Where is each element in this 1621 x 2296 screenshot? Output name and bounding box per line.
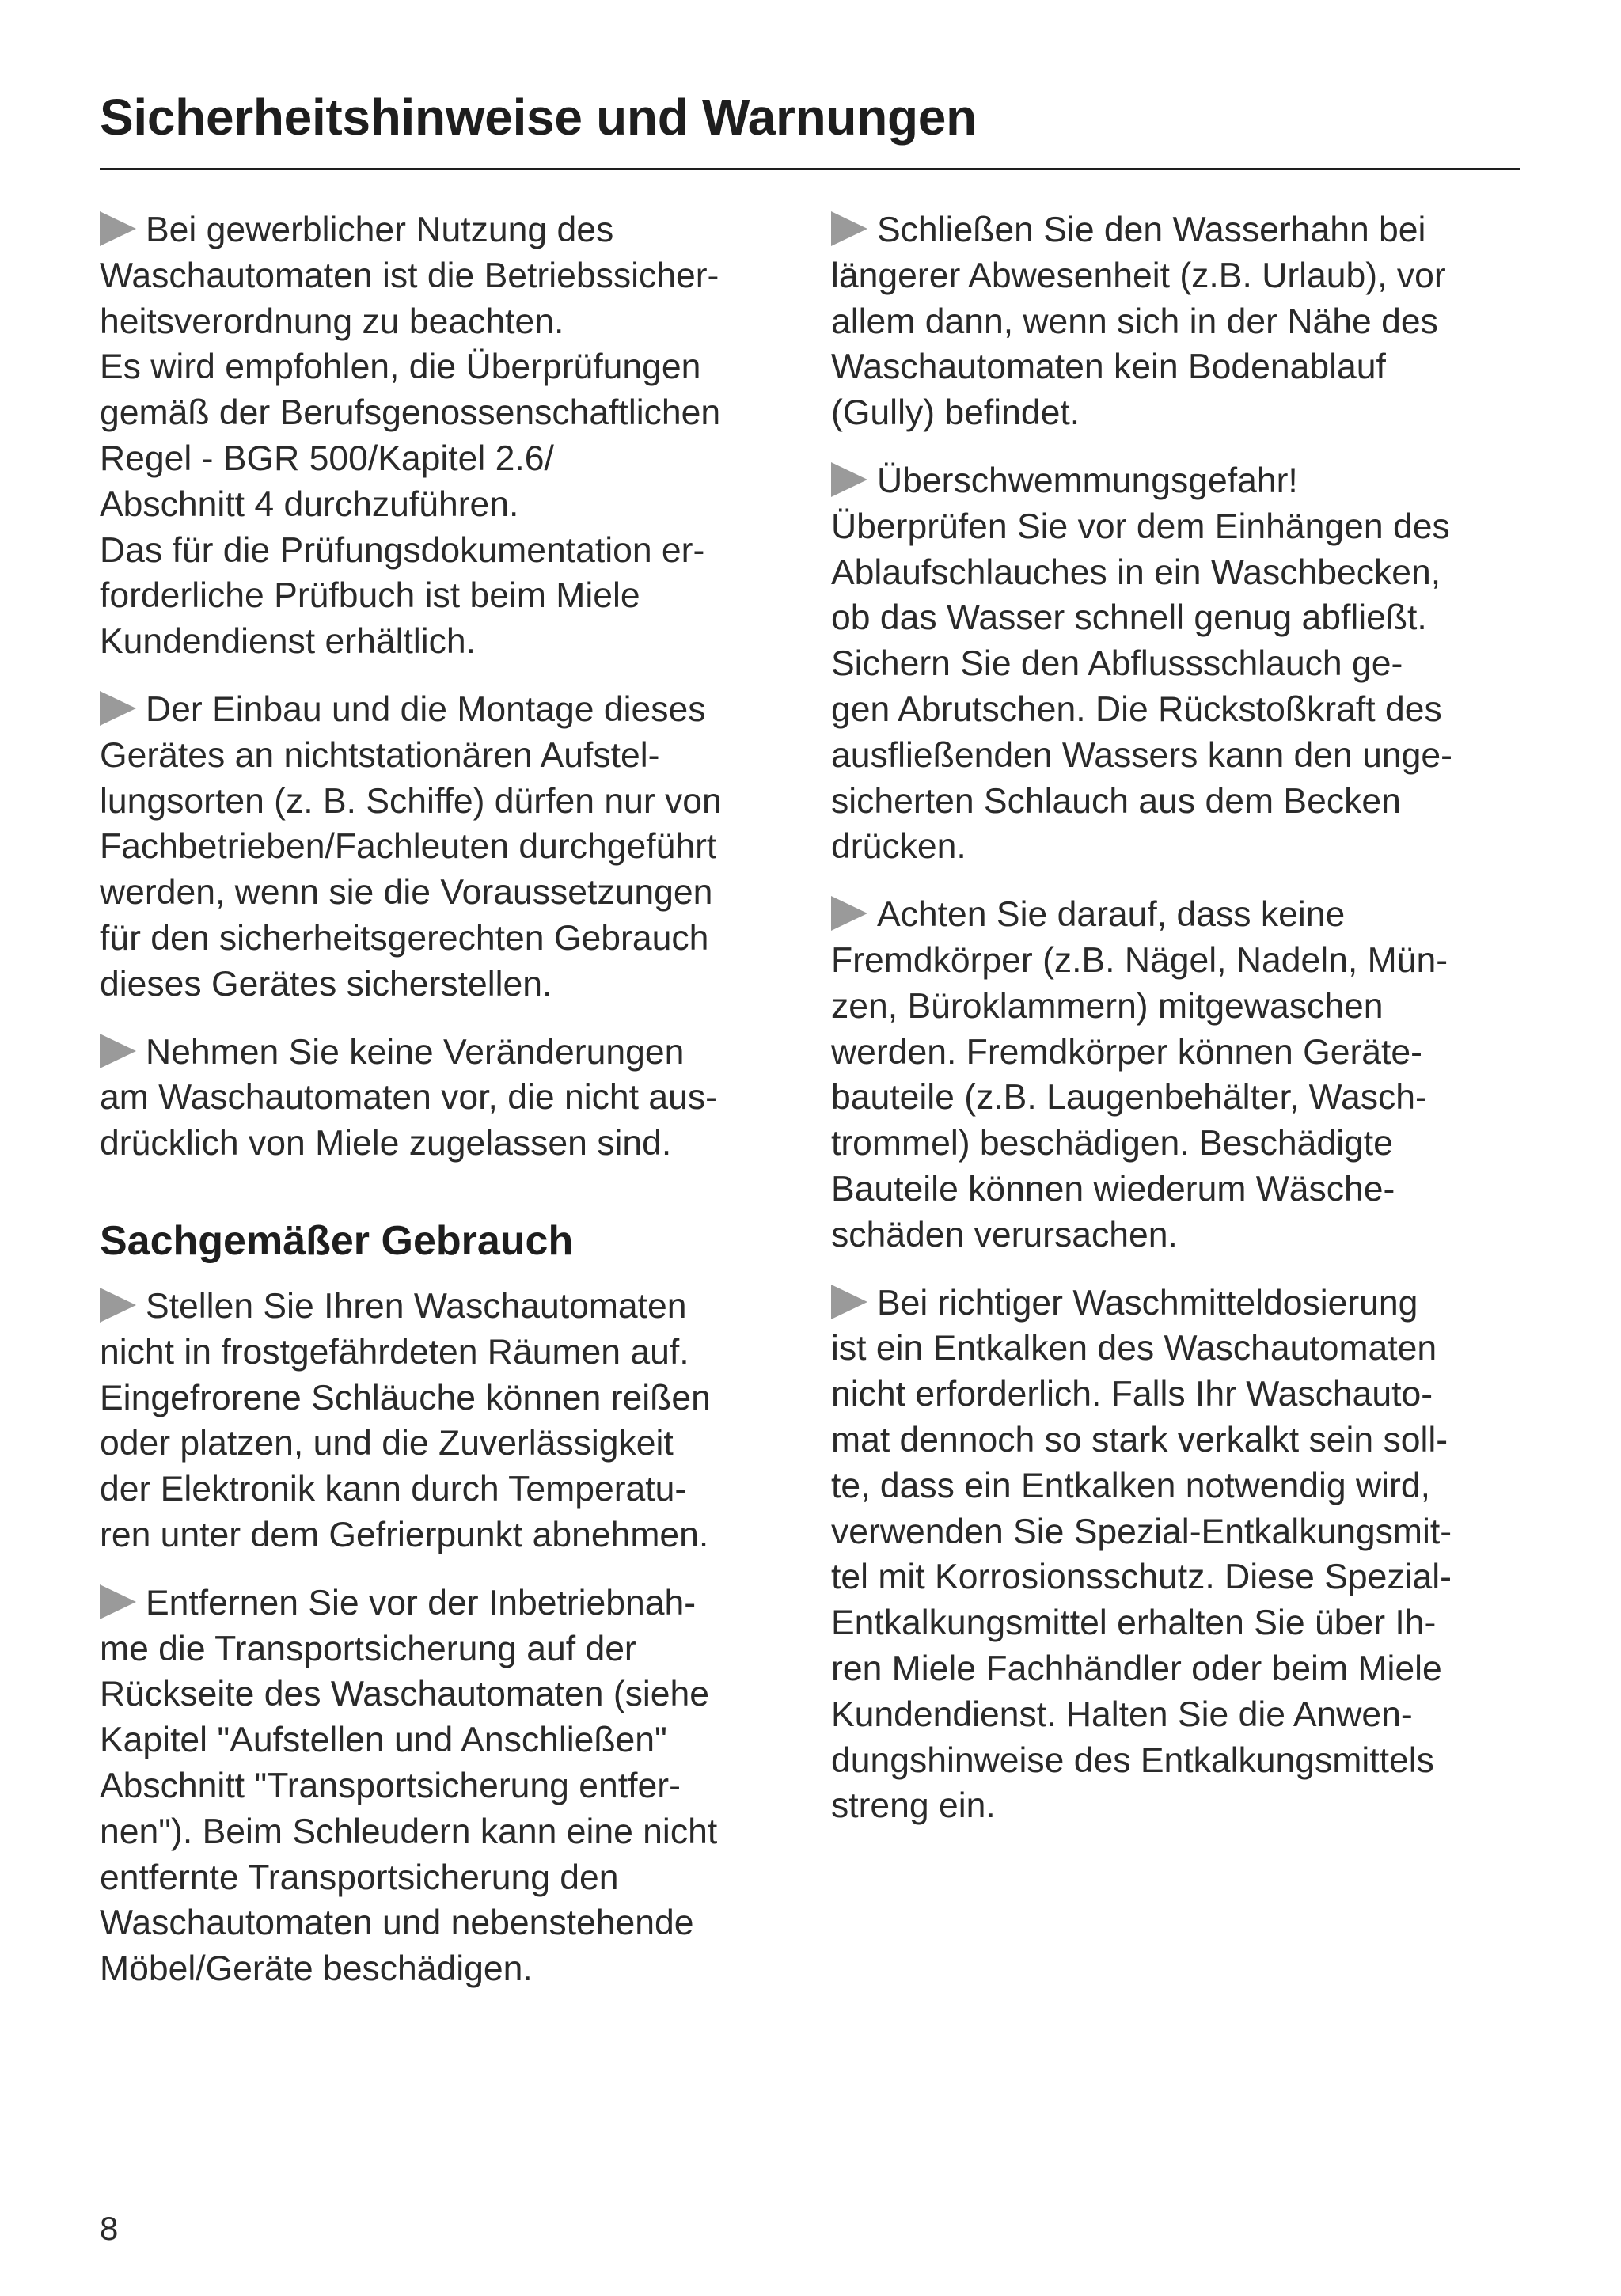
paragraph-text: Bei richtiger Waschmitteldosierung ist ein Entkalken des Waschautomaten nicht erforderlich. Falls Ihr Waschauto- mat dennoch so stark verkalkt sein soll- te, dass ein Entkalken notwendig wird, verwenden Sie Spezial-Entkalkungsmit- tel mit Korrosionsschutz. Diese Spezial- Entkalkungsmittel erhalten Sie über Ih- ren Miele Fachhändler oder beim Miele Kundendienst. Halten Sie die Anwen- dungshinweise des Entkalkungsmittels streng ein. bbox=[831, 1283, 1452, 1826]
warning-paragraph bbox=[100, 1030, 796, 1167]
section-heading: Sachgemäßer Gebrauch bbox=[100, 1217, 574, 1264]
triangle-bullet-icon bbox=[100, 1584, 136, 1619]
paragraph-text: Stellen Sie Ihren Waschautomaten nicht in frostgefährdeten Räumen auf. Eingefrorene Schläuche können reißen oder platzen, und die Zuverlässigkeit der Elektronik kann durch Temperatu- ren unter dem Gefrierpunkt abnehmen. bbox=[100, 1286, 711, 1554]
paragraph-text: Der Einbau und die Montage dieses Gerätes an nichtstationären Aufstel- lungsorten (z. B. Schiffe) dürfen nur von Fachbetrieben/Fachleuten durchgeführt werden, wenn sie die Voraussetzungen für den sicherheitsgerechten Gebrauch dieses Gerätes sicherstellen. bbox=[100, 689, 722, 1004]
warning-paragraph bbox=[831, 1281, 1528, 1830]
triangle-bullet-icon bbox=[100, 1034, 136, 1068]
triangle-bullet-icon bbox=[831, 896, 867, 931]
paragraph-text: Achten Sie darauf, dass keine Fremdkörper (z.B. Nägel, Nadeln, Mün- zen, Büroklammern) mitgewaschen werden. Fremdkörper können Geräte- bauteile (z.B. Laugenbehälter, Wasch- trommel) beschädigen. Beschädigte Bauteile können wiederum Wäsche- schäden verursachen. bbox=[831, 895, 1448, 1254]
triangle-bullet-icon bbox=[831, 211, 867, 246]
left-column bbox=[100, 207, 796, 2014]
warning-paragraph bbox=[100, 207, 796, 665]
warning-paragraph bbox=[831, 458, 1528, 870]
paragraph-text: Entfernen Sie vor der Inbetriebnah- me die Transportsicherung auf der Rückseite des Waschautomaten (siehe Kapitel "Aufstellen und Anschließen" Abschnitt "Transportsicherung entfer- nen"). Beim Schleudern kann eine nicht entfernte Transportsicherung den Waschautomaten und nebenstehende Möbel/Geräte beschädigen. bbox=[100, 1583, 718, 1989]
page-number: 8 bbox=[100, 2210, 119, 2247]
warning-paragraph bbox=[100, 687, 796, 1008]
triangle-bullet-icon bbox=[831, 1285, 867, 1319]
triangle-bullet-icon bbox=[100, 211, 136, 246]
paragraph-text: Schließen Sie den Wasserhahn bei längerer Abwesenheit (z.B. Urlaub), vor allem dann, wenn sich in der Nähe des Waschautomaten kein Bodenablauf (Gully) befindet. bbox=[831, 211, 1446, 433]
paragraph-text: Bei gewerblicher Nutzung des Waschautomaten ist die Betriebssicher- heitsverordnung zu beachten. Es wird empfohlen, die Überprüfungen gemäß der Berufsgenossenschaftlichen Regel - BGR 500/Kapitel 2.6/ Abschnitt 4 durchzuführen. Das für die Prüfungsdokumentation er- forderliche Prüfbuch ist beim Miele Kundendienst erhältlich. bbox=[100, 211, 721, 662]
paragraph-text: Überschwemmungsgefahr! Überprüfen Sie vor dem Einhängen des Ablaufschlauches in ein Waschbecken, ob das Wasser schnell genug abfließt. Sichern Sie den Abflussschlauch ge- gen Abrutschen. Die Rückstoßkraft des ausfließenden Wassers kann den unge- sicherten Schlauch aus dem Becken drücken. bbox=[831, 461, 1452, 867]
warning-paragraph bbox=[831, 892, 1528, 1258]
triangle-bullet-icon bbox=[100, 691, 136, 726]
paragraph-text: Nehmen Sie keine Veränderungen am Waschautomaten vor, die nicht aus- drücklich von Miele zugelassen sind. bbox=[100, 1032, 717, 1163]
warning-paragraph bbox=[100, 1581, 796, 1992]
triangle-bullet-icon bbox=[100, 1288, 136, 1323]
right-column bbox=[831, 207, 1528, 1851]
page-title: Sicherheitshinweise und Warnungen bbox=[100, 89, 977, 146]
triangle-bullet-icon bbox=[831, 462, 867, 497]
warning-paragraph bbox=[831, 207, 1528, 436]
title-divider bbox=[100, 168, 1520, 170]
warning-paragraph bbox=[100, 1284, 796, 1558]
